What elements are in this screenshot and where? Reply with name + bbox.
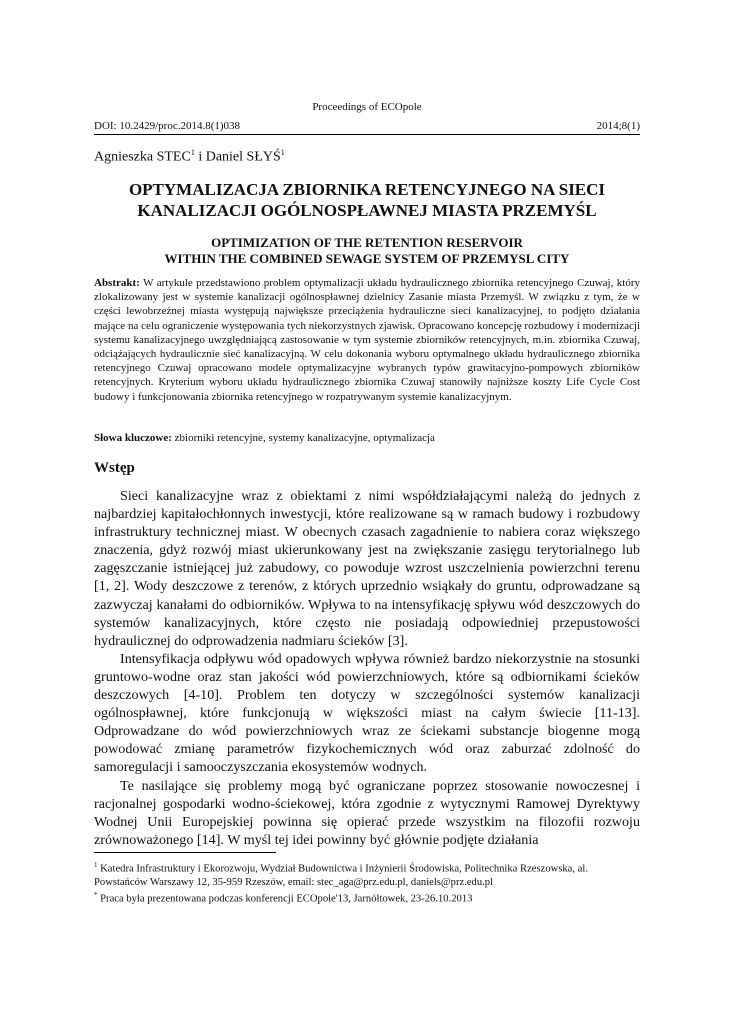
doi-row xyxy=(94,120,640,135)
title-english-line-2: WITHIN THE COMBINED SEWAGE SYSTEM OF PRZEMYSL CITY xyxy=(164,251,570,266)
footnote-2-text: Praca była prezentowana podczas konferencji ECOpole'13, Jarnółtowek, 23-26.10.2013 xyxy=(97,893,473,905)
abstract-label: Abstrakt: xyxy=(94,277,140,289)
body-text xyxy=(94,487,640,849)
doi[interactable]: DOI: 10.2429/proc.2014.8(1)038 xyxy=(94,120,241,132)
footnotes xyxy=(94,859,640,906)
footnote-divider xyxy=(94,852,276,853)
paragraph-3: Te nasilające się problemy mogą być ograniczane poprzez stosowanie nowoczesnej i racjonalnej gospodarki wodno-ściekowej, która zgodnie z wytycznymi Ramowej Dyrektywy Wodnej Unii Europejskiej powinna się opierać przede wszystkim na filozofii rozwoju zrównoważonego [14]. W myśl tej idei powinny być głównie podjęte działania xyxy=(94,777,640,848)
keywords-text: zbiorniki retencyjne, systemy kanalizacyjne, optymalizacja xyxy=(174,432,435,444)
paragraph-2: Intensyfikacja odpływu wód opadowych wpływa również bardzo niekorzystnie na stosunki gruntowo-wodne oraz stan jakości wód powierzchniowych, które są odbiornikami ścieków deszczowych [4-10]. Problem ten dotyczy w szczególności systemów kanalizacji ogólnospławnej, które funkcjonują w większości miast na całym świecie [11-13]. Odprowadzane do wód powierzchniowych wraz ze ściekami substancje biogenne mogą powodować zmianę parametrów fizykochemicznych wód oraz zaburzać zdolność do samoregulacji i samooczyszczania ekosystemów wodnych. xyxy=(94,650,640,776)
keywords xyxy=(94,432,640,444)
footnote-1-text: Katedra Infrastruktury i Ekorozwoju, Wydział Budownictwa i Inżynierii Środowiska, Politechnika Rzeszowska, al. Powstańców Warszawy 12, 35-959 Rzeszów, email: stec_aga@prz.edu.pl, daniels@prz.edu.pl xyxy=(94,863,588,888)
author-1-affiliation: 1 xyxy=(190,148,195,157)
section-heading: Wstęp xyxy=(94,460,135,476)
title-polish xyxy=(94,179,640,221)
paragraph-1: Sieci kanalizacyjne wraz z obiektami z nimi współdziałającymi należą do jednych z najbardziej kapitałochłonnych inwestycji, które realizowane są w ramach budowy i rozbudowy infrastruktury technicznej miast. W obecnych czasach zagadnienie to nabiera coraz większego znaczenia, gdyż rozwój miast ukierunkowany jest na zwiększanie zasięgu terytorialnego lub zagęszczanie istniejącej już zabudowy, co powoduje wzrost uszczelnienia powierzchni terenu [1, 2]. Wody deszczowe z terenów, z których uprzednio wsiąkały do gruntu, odprowadzane są zazwyczaj kanałami do odbiorników. Wpływa to na intensyfikację spływu wód deszczowych do systemów kanalizacyjnych, które często nie posiadają odpowiedniej przepustowości hydraulicznej do odprowadzenia nadmiaru ścieków [3]. xyxy=(94,488,640,649)
footnote-1-mark: 1 xyxy=(94,861,98,869)
journal-name: Proceedings of ECOpole xyxy=(312,101,422,113)
title-polish-line-1: OPTYMALIZACJA ZBIORNIKA RETENCYJNEGO NA SIECI xyxy=(128,180,606,199)
title-polish-line-2: KANALIZACJI OGÓLNOSPŁAWNEJ MIASTA PRZEMYŚL xyxy=(137,201,597,220)
title-english xyxy=(94,235,640,267)
volume-issue: 2014;8(1) xyxy=(596,120,640,132)
footnote-2 xyxy=(94,889,640,906)
keywords-label: Słowa kluczowe: xyxy=(94,432,172,444)
title-english-line-1: OPTIMIZATION OF THE RETENTION RESERVOIR xyxy=(211,235,523,250)
abstract-text: W artykule przedstawiono problem optymalizacji układu hydraulicznego zbiornika retencyjnego Czuwaj, który zlokalizowany jest w systemie kanalizacji ogólnospławnej dzielnicy Zasanie miasta Przemyśl. W związku z tym, że w części lewobrzeżnej miasta występują największe przeciążenia hydrauliczne sieci kanalizacyjnej, to podjęto działania mające na celu ograniczenie występowania tych niekorzystnych zjawisk. Opracowano koncepcję rozbudowy i modernizacji systemu kanalizacyjnego uwzględniającą zastosowanie w tym systemie zbiorników retencyjnych, m.in. zbiornika Czuwaj, odciążających hydraulicznie sieć kanalizacyjną. W celu dokonania wyboru optymalnego układu hydraulicznego zbiornika retencyjnego Czuwaj opracowano modele optymalizacyjne wybranych typów grawitacyjno-pompowych zbiorników retencyjnych. Kryterium wyboru układu hydraulicznego zbiornika Czuwaj stanowiły najniższe koszty Life Cycle Cost budowy i funkcjonowania zbiornika retencyjnego w rozpatrywanym systemie kanalizacyjnym. xyxy=(94,277,640,403)
author-conjunction: i xyxy=(194,149,206,165)
authors xyxy=(94,148,285,166)
footnote-2-mark: * xyxy=(94,890,98,899)
author-2: Daniel SŁYŚ xyxy=(205,149,281,165)
author-1: Agnieszka STEC xyxy=(94,149,191,165)
author-2-affiliation: 1 xyxy=(280,148,285,157)
footnote-1 xyxy=(94,859,640,889)
abstract xyxy=(94,276,640,404)
